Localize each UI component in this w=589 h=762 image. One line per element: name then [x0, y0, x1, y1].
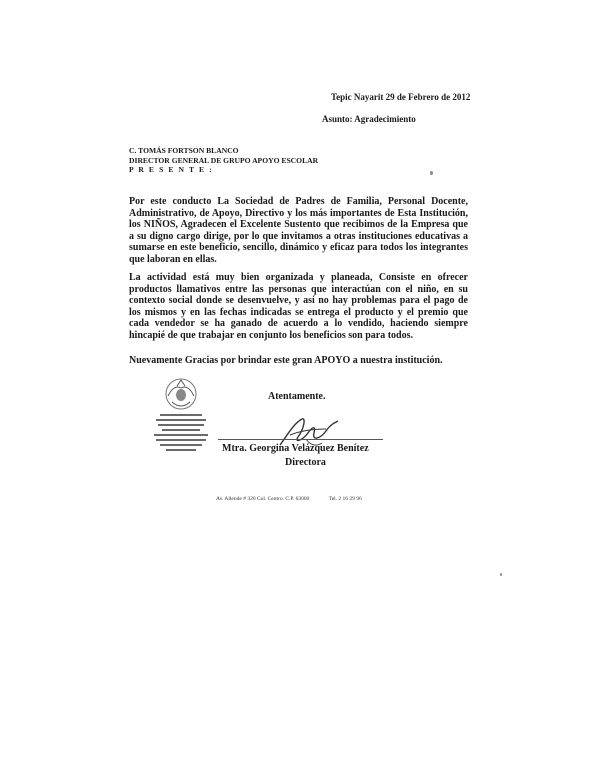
closing: Atentamente.	[268, 391, 326, 402]
greeting: P R E S E N T E :	[129, 165, 214, 174]
footer-address: Av. Allende # 320 Col. Centro. C.P. 63000	[216, 496, 310, 502]
recipient-name: C. TOMÁS FORTSON BLANCO	[129, 146, 239, 155]
date-line: Tepic Nayarit 29 de Febrero de 2012	[331, 92, 471, 102]
school-seal-stamp	[144, 376, 218, 458]
scan-speck	[430, 171, 433, 175]
scan-speck	[500, 573, 502, 576]
signer-name: Mtra. Georgina Velázquez Benítez	[222, 443, 369, 454]
recipient-block	[129, 146, 318, 175]
body-paragraph-3: Nuevamente Gracias por brindar este gran APOYO a nuestra institución.	[129, 355, 443, 366]
footer	[216, 496, 362, 502]
footer-phone: Tel. 2 16 29 96	[328, 496, 362, 502]
signer-role: Directora	[285, 457, 326, 468]
body-paragraph-2: La actividad está muy bien organizada y planeada, Consiste en ofrecer productos llamativos entre las personas que interactúan con el niño, en su contexto social donde se desenvuelve, y así no hay problemas para el pago de los mismos y en las fechas indicadas se entrega el producto y el premio que cada vendedor se ha ganado de acuerdo a lo vendido, haciendo siempre hincapié de que trabajar en conjunto los beneficios son para todos.	[129, 272, 468, 341]
body-paragraph-1: Por este conducto La Sociedad de Padres de Familia, Personal Docente, Administrativo, de Apoyo, Directivo y los más importantes de Esta Institución, los NIÑOS, Agradecen el Excelente Sustento que recibimos de la Empresa que a su digno cargo dirige, por lo que invitamos a otras instituciones educativas a sumarse en este beneficio, sencillo, dinámico y eficaz para todos los integrantes que laboran en ellas.	[129, 196, 468, 265]
signature-line	[218, 439, 383, 440]
recipient-title: DIRECTOR GENERAL DE GRUPO APOYO ESCOLAR	[129, 155, 319, 165]
subject-line: Asunto: Agradecimiento	[322, 114, 416, 124]
